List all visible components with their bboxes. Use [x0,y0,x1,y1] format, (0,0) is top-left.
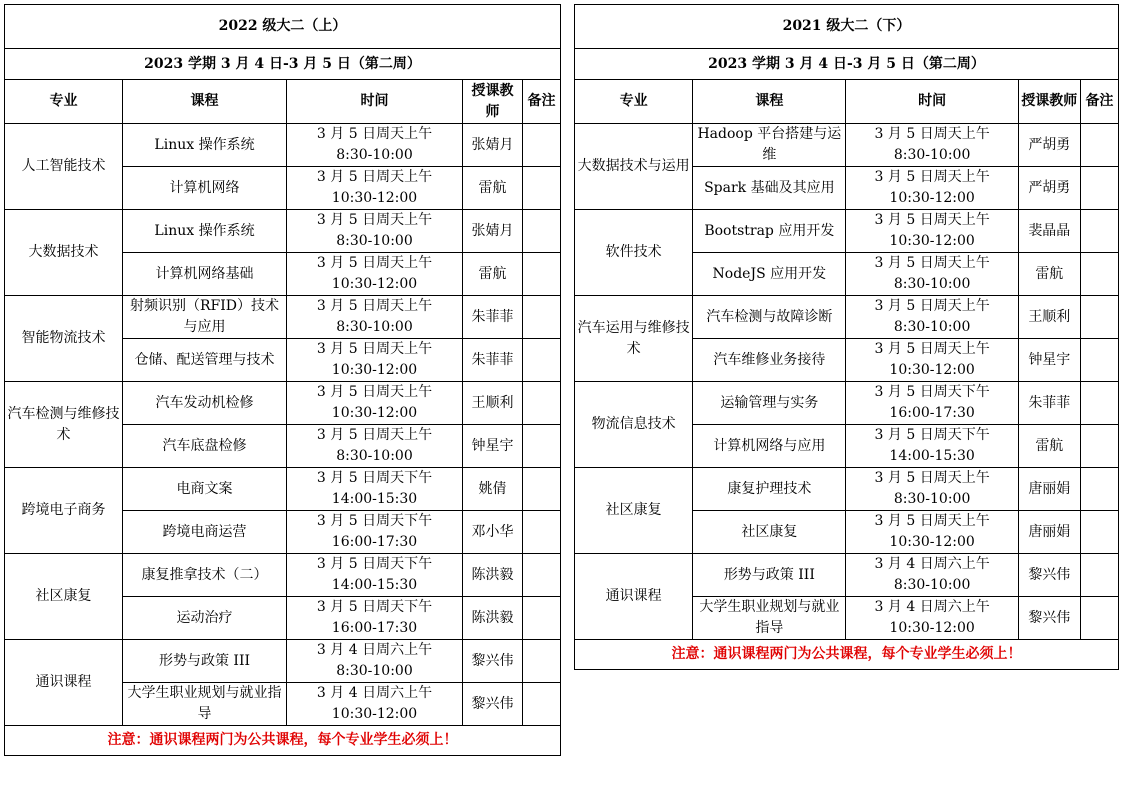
course-cell: 计算机网络 [123,167,287,210]
teacher-cell: 黎兴伟 [463,683,523,726]
time-date: 3 月 5 日周天上午 [316,341,433,357]
time-cell [287,468,463,511]
note-cell [1080,210,1118,253]
time-range: 14:00-15:30 [889,448,975,464]
teacher-cell: 严胡勇 [1018,124,1080,167]
teacher-cell: 雷航 [1018,253,1080,296]
time-range: 14:00-15:30 [331,491,418,507]
table-title: 2021 级大二（下） [575,5,1119,49]
table-row [5,640,561,683]
table-row [575,382,1119,425]
time-date: 3 月 5 日周天上午 [316,255,433,271]
time-range: 14:00-15:30 [331,577,418,593]
time-date: 3 月 4 日周六上午 [316,685,433,701]
time-cell [846,210,1018,253]
course-cell: 汽车维修业务接待 [693,339,846,382]
header-teacher: 授课教师 [1018,80,1080,124]
time-cell [846,167,1018,210]
course-cell: 射频识别（RFID）技术与应用 [123,296,287,339]
time-cell [287,511,463,554]
time-cell [287,554,463,597]
note-cell [1080,253,1118,296]
course-cell: 大学生职业规划与就业指导 [693,597,846,640]
note-cell [523,683,561,726]
note-cell [1080,511,1118,554]
note-cell [1080,597,1118,640]
major-cell: 物流信息技术 [575,382,693,468]
teacher-cell: 王顺利 [1018,296,1080,339]
note-cell [1080,167,1118,210]
major-cell: 社区康复 [5,554,123,640]
notice-text: 注意：通识课程两门为公共课程，每个专业学生必须上！ [575,640,1119,670]
note-cell [523,554,561,597]
course-cell: 汽车检测与故障诊断 [693,296,846,339]
teacher-cell: 钟星宇 [1018,339,1080,382]
time-cell [287,167,463,210]
time-cell [846,124,1018,167]
teacher-cell: 朱菲菲 [463,339,523,382]
time-cell [287,597,463,640]
note-cell [523,511,561,554]
major-cell: 社区康复 [575,468,693,554]
note-cell [1080,296,1118,339]
time-date: 3 月 5 日周天上午 [316,169,433,185]
time-cell [287,210,463,253]
notice-row [5,726,561,756]
time-date: 3 月 5 日周天上午 [316,427,433,443]
teacher-cell: 黎兴伟 [1018,554,1080,597]
time-cell [846,597,1018,640]
major-cell: 汽车运用与维修技术 [575,296,693,382]
schedule-table-left [4,4,561,756]
time-range: 8:30-10:00 [893,276,971,292]
teacher-cell: 王顺利 [463,382,523,425]
time-range: 8:30-10:00 [336,319,413,335]
note-cell [523,167,561,210]
course-cell: 大学生职业规划与就业指导 [123,683,287,726]
notice-row [575,640,1119,670]
header-teacher: 授课教师 [463,80,523,124]
major-cell: 汽车检测与维修技术 [5,382,123,468]
time-cell [287,296,463,339]
time-cell [287,253,463,296]
time-cell [846,554,1018,597]
time-date: 3 月 5 日周天上午 [316,212,433,228]
time-date: 3 月 5 日周天上午 [874,298,990,314]
time-date: 3 月 5 日周天上午 [874,513,990,529]
course-cell: Hadoop 平台搭建与运维 [693,124,846,167]
time-date: 3 月 5 日周天上午 [874,470,990,486]
header-note: 备注 [523,80,561,124]
major-cell: 跨境电子商务 [5,468,123,554]
teacher-cell: 朱菲菲 [1018,382,1080,425]
time-date: 3 月 5 日周天下午 [316,513,433,529]
time-range: 10:30-12:00 [889,233,975,249]
note-cell [523,468,561,511]
teacher-cell: 朱菲菲 [463,296,523,339]
time-range: 10:30-12:00 [889,190,975,206]
time-range: 8:30-10:00 [893,491,971,507]
teacher-cell: 张婧月 [463,210,523,253]
table-row [575,124,1119,167]
time-date: 3 月 5 日周天下午 [316,556,433,572]
time-cell [287,683,463,726]
header-time: 时间 [846,80,1018,124]
table-row [575,296,1119,339]
time-date: 3 月 5 日周天上午 [316,126,433,142]
major-cell: 人工智能技术 [5,124,123,210]
teacher-cell: 黎兴伟 [1018,597,1080,640]
teacher-cell: 钟星宇 [463,425,523,468]
course-cell: 康复护理技术 [693,468,846,511]
major-cell: 通识课程 [5,640,123,726]
table-row [575,554,1119,597]
note-cell [1080,339,1118,382]
table-row [5,210,561,253]
time-range: 16:00-17:30 [331,620,418,636]
note-cell [523,253,561,296]
teacher-cell: 雷航 [463,253,523,296]
teacher-cell: 黎兴伟 [463,640,523,683]
course-cell: 仓储、配送管理与技术 [123,339,287,382]
course-cell: Bootstrap 应用开发 [693,210,846,253]
time-date: 3 月 5 日周天上午 [316,298,433,314]
note-cell [1080,554,1118,597]
time-date: 3 月 5 日周天下午 [316,470,433,486]
note-cell [1080,425,1118,468]
course-cell: 电商文案 [123,468,287,511]
table-subtitle: 2023 学期 3 月 4 日-3 月 5 日（第二周） [5,49,561,80]
time-range: 8:30-10:00 [336,663,413,679]
time-date: 3 月 5 日周天下午 [874,427,990,443]
course-cell: 形势与政策 III [693,554,846,597]
time-date: 3 月 5 日周天上午 [316,384,433,400]
time-cell [846,382,1018,425]
note-cell [523,425,561,468]
course-cell: Linux 操作系统 [123,124,287,167]
time-cell [846,468,1018,511]
time-date: 3 月 5 日周天下午 [874,384,990,400]
note-cell [523,640,561,683]
time-range: 8:30-10:00 [893,577,971,593]
table-row [575,210,1119,253]
time-cell [287,640,463,683]
time-cell [287,425,463,468]
table-row [5,382,561,425]
time-date: 3 月 4 日周六上午 [316,642,433,658]
time-range: 10:30-12:00 [331,276,418,292]
teacher-cell: 张婧月 [463,124,523,167]
time-range: 10:30-12:00 [889,534,975,550]
note-cell [1080,382,1118,425]
time-cell [846,253,1018,296]
course-cell: 运输管理与实务 [693,382,846,425]
note-cell [523,382,561,425]
course-cell: 跨境电商运营 [123,511,287,554]
time-range: 10:30-12:00 [331,190,418,206]
course-cell: 运动治疗 [123,597,287,640]
time-date: 3 月 5 日周天上午 [874,126,990,142]
major-cell: 软件技术 [575,210,693,296]
time-date: 3 月 5 日周天下午 [316,599,433,615]
header-major: 专业 [575,80,693,124]
time-range: 8:30-10:00 [336,147,413,163]
teacher-cell: 严胡勇 [1018,167,1080,210]
table-title: 2022 级大二（上） [5,5,561,49]
course-cell: 汽车发动机检修 [123,382,287,425]
major-cell: 智能物流技术 [5,296,123,382]
header-note: 备注 [1080,80,1118,124]
course-cell: 社区康复 [693,511,846,554]
table-row [5,468,561,511]
time-range: 8:30-10:00 [336,448,413,464]
course-cell: Spark 基础及其应用 [693,167,846,210]
table-row [5,124,561,167]
header-time: 时间 [287,80,463,124]
time-cell [846,339,1018,382]
teacher-cell: 陈洪毅 [463,597,523,640]
table-row [5,296,561,339]
teacher-cell: 裴晶晶 [1018,210,1080,253]
time-cell [846,425,1018,468]
table-row [575,468,1119,511]
course-cell: Linux 操作系统 [123,210,287,253]
note-cell [1080,124,1118,167]
note-cell [523,339,561,382]
note-cell [1080,468,1118,511]
major-cell: 大数据技术 [5,210,123,296]
time-cell [846,296,1018,339]
header-course: 课程 [693,80,846,124]
teacher-cell: 雷航 [1018,425,1080,468]
table-row [5,554,561,597]
time-date: 3 月 4 日周六上午 [874,556,990,572]
course-cell: 计算机网络基础 [123,253,287,296]
time-range: 10:30-12:00 [331,706,418,722]
teacher-cell: 唐丽娟 [1018,468,1080,511]
major-cell: 通识课程 [575,554,693,640]
time-date: 3 月 5 日周天上午 [874,341,990,357]
teacher-cell: 陈洪毅 [463,554,523,597]
teacher-cell: 姚倩 [463,468,523,511]
time-range: 8:30-10:00 [336,233,413,249]
course-cell: 计算机网络与应用 [693,425,846,468]
schedule-body-right [575,5,1119,670]
time-cell [287,339,463,382]
teacher-cell: 雷航 [463,167,523,210]
time-range: 10:30-12:00 [331,362,418,378]
course-cell: 康复推拿技术（二） [123,554,287,597]
course-cell: NodeJS 应用开发 [693,253,846,296]
header-major: 专业 [5,80,123,124]
teacher-cell: 唐丽娟 [1018,511,1080,554]
schedule-body-left [5,5,561,756]
time-cell [287,382,463,425]
course-cell: 形势与政策 III [123,640,287,683]
note-cell [523,597,561,640]
major-cell: 大数据技术与运用 [575,124,693,210]
note-cell [523,210,561,253]
time-cell [846,511,1018,554]
time-range: 10:30-12:00 [889,620,975,636]
time-cell [287,124,463,167]
table-subtitle: 2023 学期 3 月 4 日-3 月 5 日（第二周） [575,49,1119,80]
time-range: 8:30-10:00 [893,147,971,163]
time-range: 16:00-17:30 [889,405,975,421]
time-range: 10:30-12:00 [331,405,418,421]
time-range: 16:00-17:30 [331,534,418,550]
time-date: 3 月 5 日周天上午 [874,212,990,228]
notice-text: 注意：通识课程两门为公共课程，每个专业学生必须上！ [5,726,561,756]
time-date: 3 月 5 日周天上午 [874,255,990,271]
teacher-cell: 邓小华 [463,511,523,554]
note-cell [523,124,561,167]
time-range: 8:30-10:00 [893,319,971,335]
time-date: 3 月 4 日周六上午 [874,599,990,615]
schedule-table-right [574,4,1119,670]
course-cell: 汽车底盘检修 [123,425,287,468]
header-course: 课程 [123,80,287,124]
time-range: 10:30-12:00 [889,362,975,378]
note-cell [523,296,561,339]
time-date: 3 月 5 日周天上午 [874,169,990,185]
